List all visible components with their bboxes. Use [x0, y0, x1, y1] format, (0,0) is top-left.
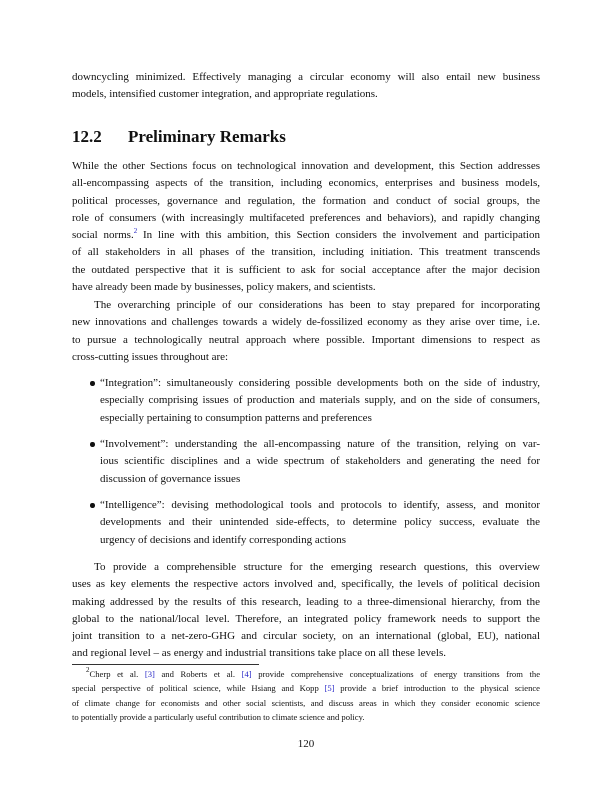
text-line: uses as key elements the respective actors involved and, specifically, the levels of political decision [72, 578, 540, 591]
text-line [72, 681, 540, 695]
paragraph-2 [72, 297, 540, 366]
text-line: “Integration”: simultaneously considering possible developments both on the side of industry, [100, 377, 540, 389]
citation-link[interactable]: [3] [144, 669, 155, 679]
text-line: and regional level – as energy and industrial transitions take place on all these levels. [72, 647, 446, 660]
text-line: developments and their unintended side-effects, to determine policy success, evaluate the [100, 516, 540, 529]
section-title: Preliminary Remarks [128, 127, 286, 146]
text-line: global to the national/local level. Therefore, an integrated policy framework needs to support the [72, 612, 540, 625]
footnote-divider [72, 664, 259, 665]
text-line: to potentially provide a particularly useful contribution to climate science and policy. [72, 711, 365, 722]
text-line: making addressed by the results of this research, leading to a three-dimensional hierarchy, from the [72, 595, 540, 608]
text-line: “Intelligence”: devising methodological tools and protocols to identify, assess, and monitor [100, 499, 540, 511]
bullet-icon [90, 381, 95, 386]
text: provide a brief introduction to the physical science [334, 683, 540, 694]
text-line: especially comprising issues of production and materials supply, and on the side of consumers, [100, 394, 540, 407]
footnote [72, 667, 540, 724]
bullet-item-integration [100, 375, 540, 427]
text-line: political processes, governance and regulation, the formation and conduct of social groups, the [72, 194, 540, 207]
text-line: While the other Sections focus on technological innovation and development, this Section addresses [72, 160, 540, 172]
text-line: to pursue a technologically neutral approach where possible. Important dimensions to respect as [72, 333, 540, 346]
text-line: especially pertaining to consumption patterns and preferences [100, 411, 372, 424]
text: and Roberts et al. [154, 669, 242, 679]
text: social norms. [72, 229, 134, 242]
text-line: To provide a comprehensible structure for the emerging research questions, this overview [94, 561, 540, 573]
bullet-item-intelligence [100, 497, 540, 549]
text-line [72, 667, 540, 681]
text: In line with this ambition, this Section considers the involvement and participation [137, 229, 540, 242]
text: provide comprehensive conceptualizations of energy transitions from the [251, 669, 541, 679]
page-number: 120 [297, 738, 315, 750]
bullet-item-involvement [100, 436, 540, 488]
text: special perspective of political science, while Hsiang and Kopp [72, 683, 325, 694]
bullet-icon [90, 503, 95, 508]
text-line: ious scientific disciplines and a wide spectrum of stakeholders and generating the need for [100, 455, 540, 468]
footnote-link[interactable]: 2 [133, 227, 138, 236]
section-number: 12.2 [72, 127, 102, 146]
section-heading [72, 126, 286, 148]
text-line: The overarching principle of our considerations has been to stay prepared for incorporating [94, 299, 540, 311]
text-line: “Involvement”: understanding the all-encompassing nature of the transition, relying on var- [100, 438, 540, 450]
text: Cherp et al. [89, 669, 145, 679]
text-line: downcycling minimized. Effectively managing a circular economy will also entail new business [72, 71, 540, 83]
text-line [72, 227, 540, 244]
text-line: joint transition to a net-zero-GHG and circular society, on an international (global, EU), national [72, 630, 540, 643]
paragraph-1 [72, 158, 540, 296]
text-line: of all stakeholders in all phases of the transition, including initiation. This treatment transcends [72, 246, 540, 259]
text-line: the outdated perspective that it is sufficient to ask for social acceptance after the major decision [72, 263, 540, 276]
bullet-icon [90, 442, 95, 447]
text-line: urgency of decisions and identify corresponding actions [100, 533, 347, 546]
text-line: cross-cutting issues throughout are: [72, 350, 229, 363]
text-line: discussion of governance issues [100, 472, 241, 485]
intro-paragraph [72, 69, 540, 104]
citation-link[interactable]: [4] [241, 669, 252, 679]
text-line: of climate change for economists and other social scientists, and discuss areas in which they consider economic science [72, 697, 540, 708]
text-line: new innovations and challenges towards a widely de-fossilized economy as they arise over time, i.e. [72, 316, 540, 329]
text-line: models, intensified customer integration, and appropriate regulations. [72, 88, 378, 101]
text-line: all-encompassing aspects of the transition, including economics, enterprises and business models, [72, 177, 540, 190]
text-line: role of consumers (with increasingly multifaceted preferences and behaviors), and rapidly changing [72, 211, 540, 224]
citation-link[interactable]: [5] [324, 683, 335, 694]
paragraph-3 [72, 559, 540, 663]
text-line: have already been made by businesses, policy makers, and scientists. [72, 281, 376, 294]
footnote-mark: 2 [86, 666, 90, 674]
